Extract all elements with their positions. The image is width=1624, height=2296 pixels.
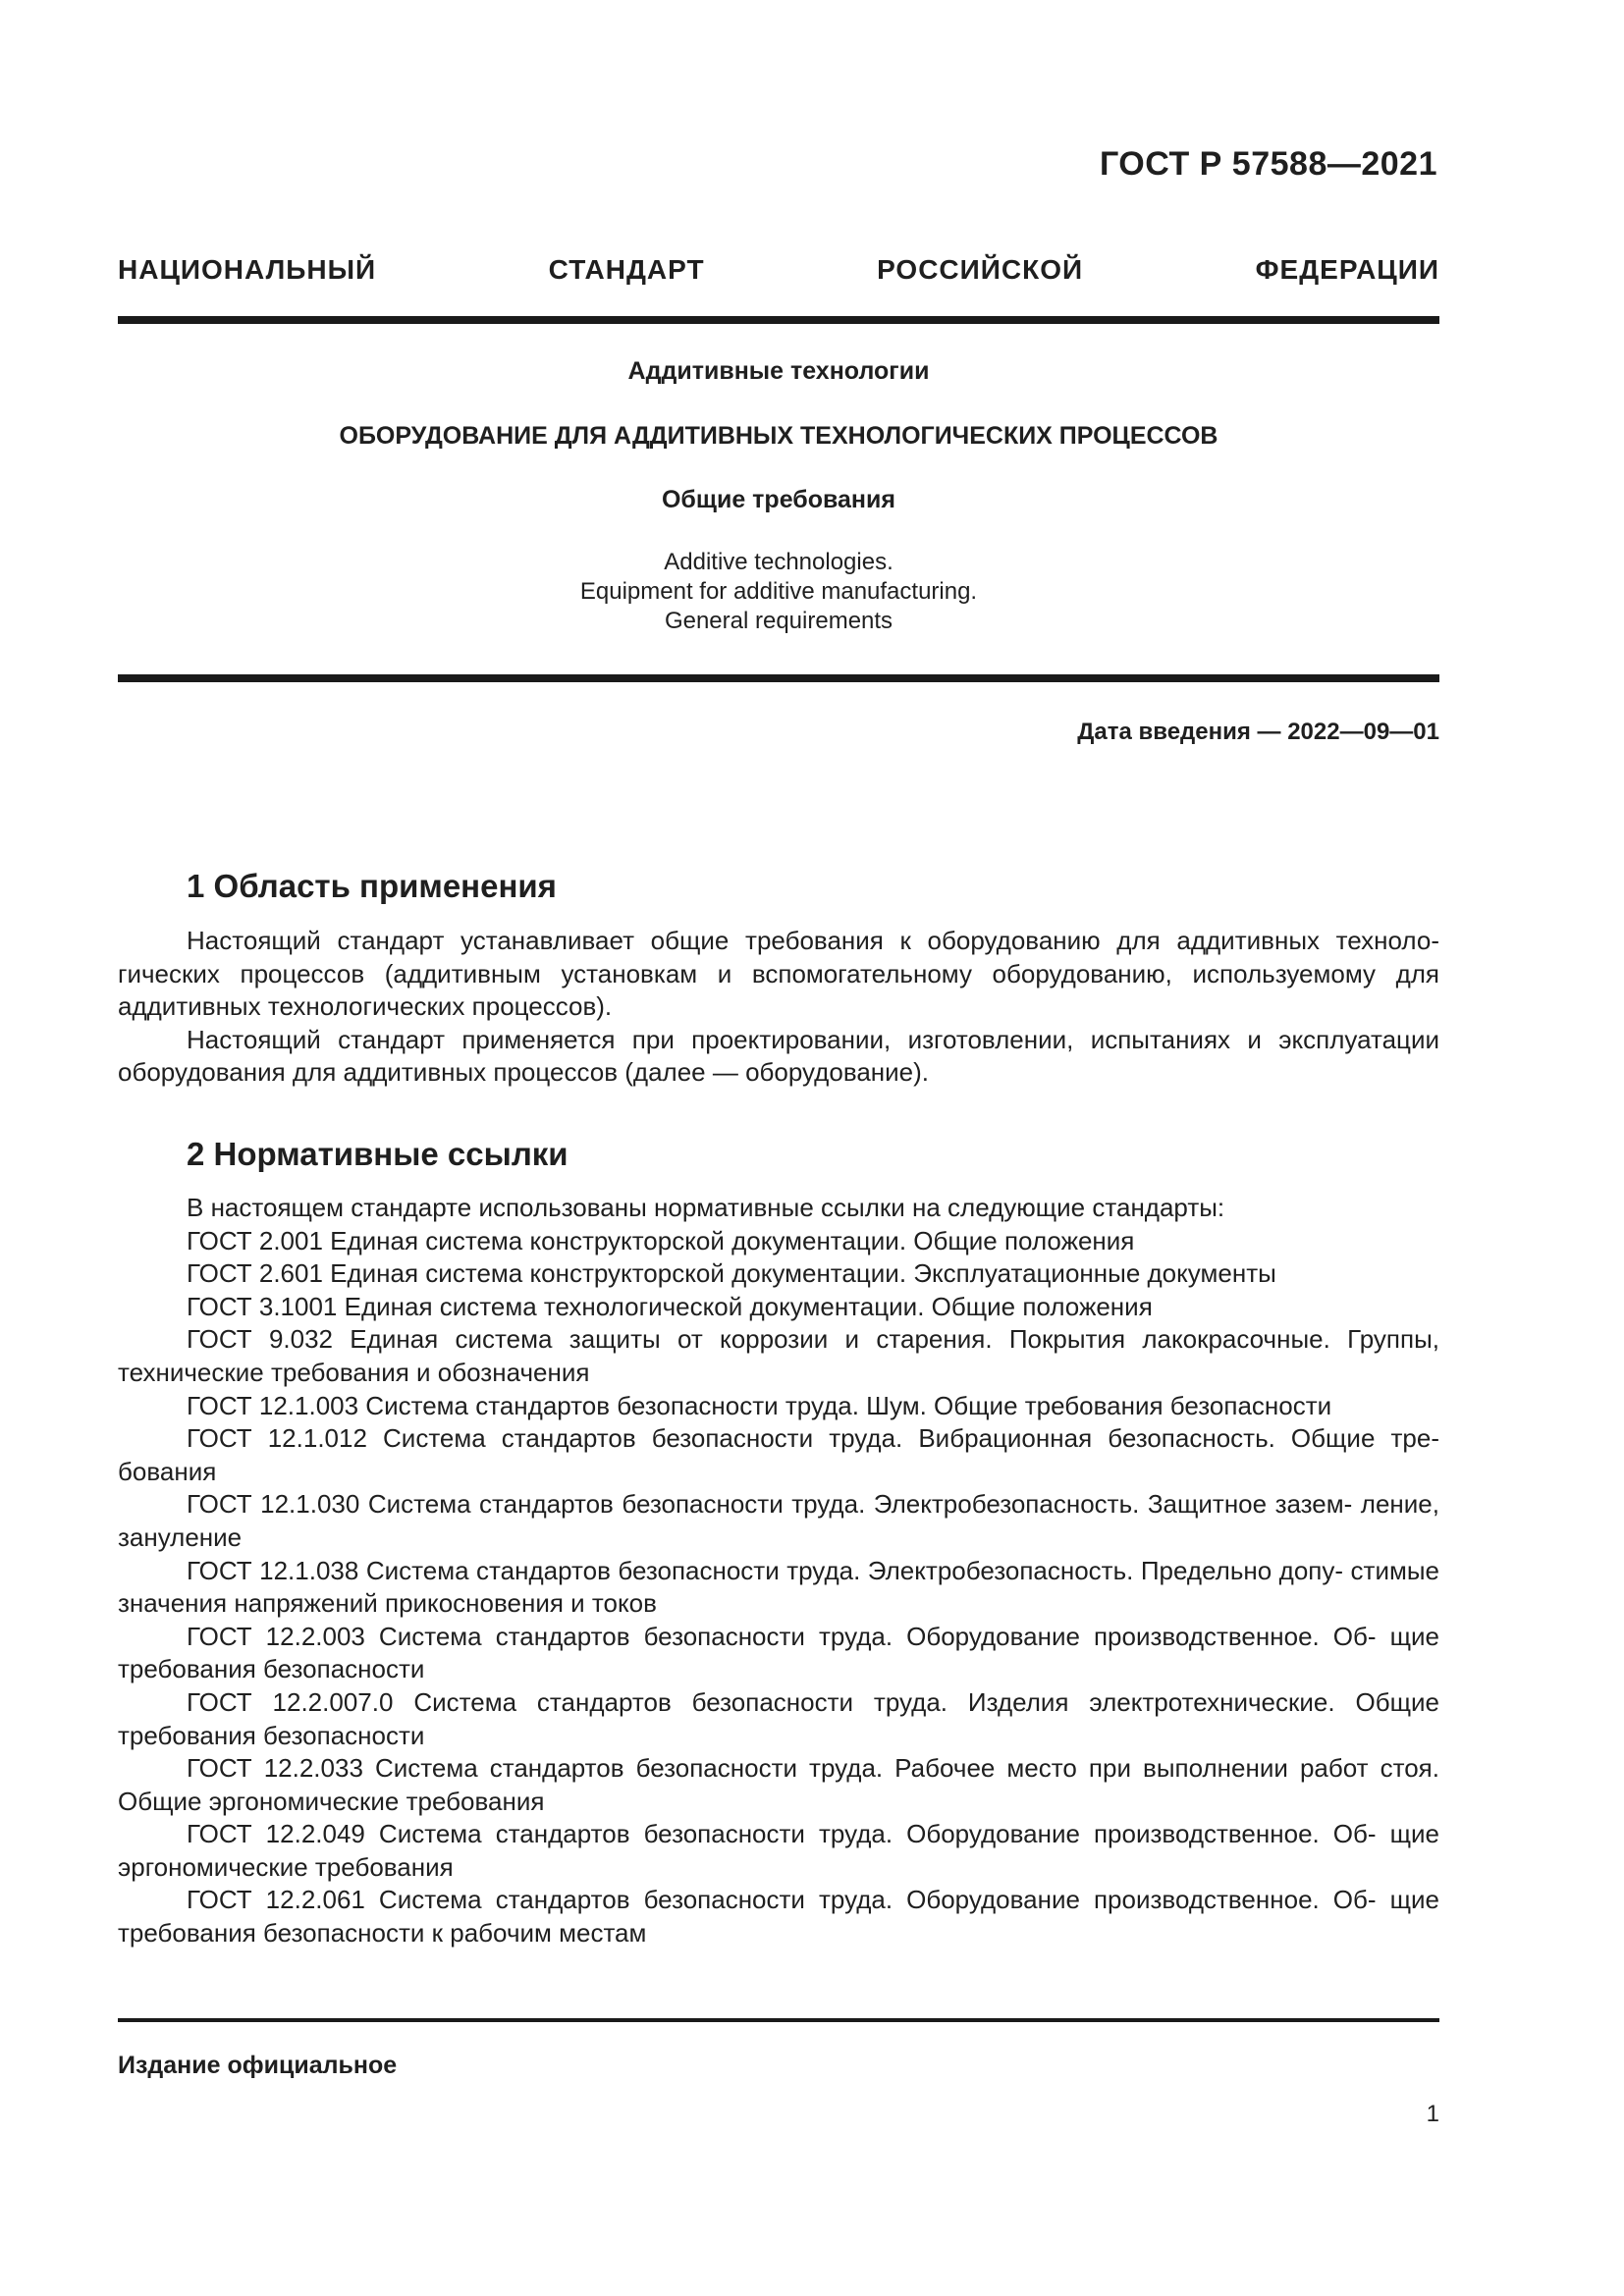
section-heading-references: 2 Нормативные ссылки <box>187 1136 568 1172</box>
top-divider <box>118 316 1439 324</box>
reference-item: ГОСТ 2.601 Единая система конструкторской документации. Эксплуатационные документы <box>187 1258 1276 1289</box>
english-title-line: Equipment for additive manufacturing. <box>579 578 978 605</box>
paragraph: Настоящий стандарт применяется при проектировании, изготовлении, испытаниях и эксплуатации оборудования для аддитивных процессов (далее — оборудование). <box>118 1024 1439 1088</box>
title-sub: Общие требования <box>661 486 895 513</box>
section-heading-scope: 1 Область применения <box>187 868 557 904</box>
official-edition-label: Издание официальное <box>118 2052 398 2079</box>
reference-item: ГОСТ 2.001 Единая система конструкторской документации. Общие положения <box>187 1225 1135 1255</box>
reference-item: ГОСТ 12.1.003 Система стандартов безопасности труда. Шум. Общие требования безопасности <box>187 1390 1332 1420</box>
reference-item: В настоящем стандарте использованы нормативные ссылки на следующие стандарты: <box>187 1193 1225 1222</box>
reference-item: ГОСТ 9.032 Единая система защиты от коррозии и старения. Покрытия лакокрасочные. Группы, технические требования и обозначения <box>118 1324 1439 1387</box>
reference-item: ГОСТ 3.1001 Единая система технологической документации. Общие положения <box>187 1291 1153 1321</box>
title-category: Аддитивные технологии <box>627 357 930 385</box>
document-number: ГОСТ Р 57588—2021 <box>1099 145 1437 183</box>
paragraph: Настоящий стандарт устанавливает общие требования к оборудованию для аддитивных техноло- гических процессов (аддитивным установкам и вспомогательному оборудованию, используемому для аддитивных технологических процессов). <box>118 926 1439 1022</box>
english-title-line: Additive technologies. <box>664 549 893 575</box>
national-standard-heading: НАЦИОНАЛЬНЫЙ СТАНДАРТ РОССИЙСКОЙ ФЕДЕРАЦИИ <box>118 254 1439 285</box>
title-divider <box>118 674 1439 682</box>
reference-item: ГОСТ 12.1.030 Система стандартов безопасности труда. Электробезопасность. Защитное зазем- ление, зануление <box>118 1489 1439 1552</box>
introduction-date: Дата введения — 2022—09—01 <box>1077 719 1439 745</box>
reference-item: ГОСТ 12.2.049 Система стандартов безопасности труда. Оборудование производственное. Об- щие эргономические требования <box>118 1819 1439 1882</box>
reference-item: ГОСТ 12.2.007.0 Система стандартов безопасности труда. Изделия электротехнические. Общие требования безопасности <box>118 1686 1439 1750</box>
scope-text <box>118 925 1439 1090</box>
reference-item: ГОСТ 12.2.003 Система стандартов безопасности труда. Оборудование производственное. Об- щие требования безопасности <box>118 1621 1439 1684</box>
reference-item: ГОСТ 12.1.038 Система стандартов безопасности труда. Электробезопасность. Предельно допу- стимые значения напряжений прикосновения и токов <box>118 1555 1439 1619</box>
title-main: ОБОРУДОВАНИЕ ДЛЯ АДДИТИВНЫХ ТЕХНОЛОГИЧЕСКИХ ПРОЦЕССОВ <box>339 422 1218 450</box>
references-list <box>118 1192 1439 1950</box>
reference-item: ГОСТ 12.2.061 Система стандартов безопасности труда. Оборудование производственное. Об- щие требования безопасности к рабочим местам <box>118 1885 1439 1949</box>
english-title-line: General requirements <box>664 608 893 634</box>
reference-item: ГОСТ 12.1.012 Система стандартов безопасности труда. Вибрационная безопасность. Общие тре- бования <box>118 1423 1439 1486</box>
reference-item: ГОСТ 12.2.033 Система стандартов безопасности труда. Рабочее место при выполнении работ стоя. Общие эргономические требования <box>118 1753 1439 1816</box>
footer-divider <box>118 2018 1439 2022</box>
page-number: 1 <box>1426 2101 1439 2127</box>
